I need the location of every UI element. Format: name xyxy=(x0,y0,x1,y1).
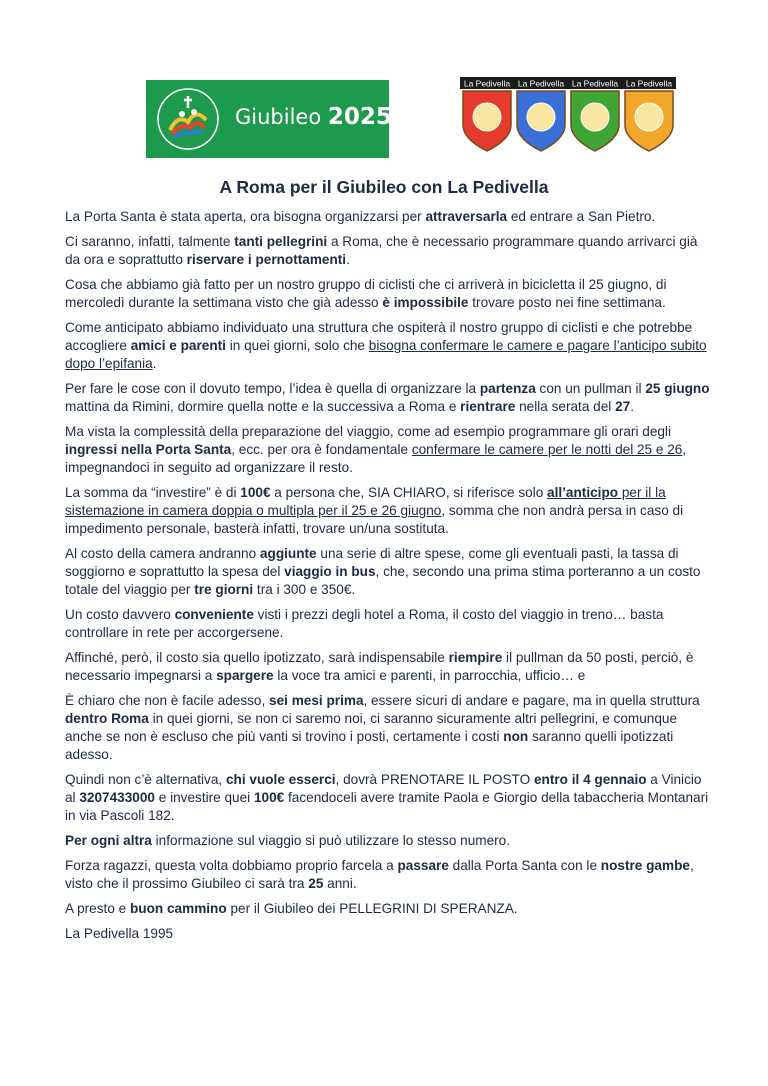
text-run: Come anticipato abbiamo individuato una struttura che ospiterà il nostro gruppo di ciclisti e che potrebbe accogliere xyxy=(65,320,693,353)
text-run: tra i 300 e 350€. xyxy=(253,582,356,597)
shield-emblem-icon xyxy=(473,103,501,131)
shield-label: La Pedivella xyxy=(571,78,619,89)
bold-text: passare xyxy=(397,858,449,873)
paragraph xyxy=(65,832,715,850)
paragraph xyxy=(65,423,715,477)
paragraph xyxy=(65,233,715,269)
bold-text: non xyxy=(503,729,529,744)
text-run: . xyxy=(152,356,157,371)
bold-text: amici e parenti xyxy=(130,338,226,353)
paragraph xyxy=(65,900,715,918)
shield-label: La Pedivella xyxy=(463,78,511,89)
bold-text: partenza xyxy=(479,381,536,396)
paragraph xyxy=(65,276,715,312)
paragraph xyxy=(65,692,715,764)
text-run: Ma vista la complessità della preparazione del viaggio, come ad esempio programmare gli orari degli xyxy=(65,424,671,439)
shield-4 xyxy=(622,77,676,151)
text-run: A presto e xyxy=(65,901,130,916)
document-body xyxy=(65,208,715,950)
shield-emblem-icon xyxy=(581,103,609,131)
text-run: Quindi non c’è alternativa, xyxy=(65,772,226,787)
bold-text: spargere xyxy=(216,668,274,683)
text-run: con un pullman il xyxy=(535,381,646,396)
text-run: , dovrà PRENOTARE IL POSTO xyxy=(335,772,534,787)
text-run: per il Giubileo dei PELLEGRINI DI SPERANZA. xyxy=(226,901,518,916)
underlined-text: confermare le camere per le notti del 25 e 26 xyxy=(411,442,683,457)
bold-text: conveniente xyxy=(174,607,254,622)
jubilee-emblem-icon xyxy=(154,86,222,152)
bold-text: buon cammino xyxy=(130,901,227,916)
bold-text: tre giorni xyxy=(194,582,254,597)
bold-text: 25 xyxy=(308,876,324,891)
text-run: facendoceli avere tramite Paola e Giorgio della tabaccheria Montanari in via Pascoli 182. xyxy=(65,790,709,823)
bold-text: è impossibile xyxy=(382,295,469,310)
text-run: visti i prezzi degli hotel a Roma, il costo del viaggio in treno… basta controllare in rete per accorgersene. xyxy=(65,607,664,640)
text-run: in quei giorni, se non ci saremo noi, ci saranno sicuramente altri pellegrini, e comunque anche se non è escluso che più vanti si trovino i posti, certamente i costi xyxy=(65,711,678,744)
text-run: anni. xyxy=(323,876,357,891)
paragraph xyxy=(65,484,715,538)
text-run: Ci saranno, infatti, talmente xyxy=(65,234,235,249)
bold-text: Per ogni altra xyxy=(65,833,152,848)
bold-text: all’anticipo xyxy=(547,485,619,500)
bold-text: chi vuole esserci xyxy=(225,772,336,787)
shield-label: La Pedivella xyxy=(517,78,565,89)
jubilee-2025-logo xyxy=(146,80,392,158)
text-run: a persona che, SIA CHIARO, si riferisce solo xyxy=(270,485,548,500)
paragraph xyxy=(65,771,715,825)
text-run: La Porta Santa è stata aperta, ora bisogna organizzarsi per xyxy=(65,209,426,224)
bold-text: viaggio in bus xyxy=(284,564,376,579)
jubilee-year: 2025 xyxy=(327,104,392,130)
bold-text: 25 giugno xyxy=(645,381,710,396)
bold-text: nostre gambe xyxy=(600,858,690,873)
text-run: È chiaro che non è facile adesso, xyxy=(65,693,270,708)
paragraph xyxy=(65,208,715,226)
underlined-text: per il la sistemazione in camera doppia o multipla per il 25 e 26 giugno xyxy=(65,485,666,518)
bold-text: 27 xyxy=(615,399,631,414)
text-run: , visto che il prossimo Giubileo ci sarà tra xyxy=(65,858,694,891)
text-run: la voce tra amici e parenti, in parrocchia, ufficio… e xyxy=(273,668,586,683)
bold-text: entro il 4 gennaio xyxy=(533,772,647,787)
text-run: ed entrare a San Pietro. xyxy=(507,209,656,224)
shield-3 xyxy=(568,77,622,151)
text-run: nella serata del xyxy=(515,399,616,414)
text-run: . xyxy=(346,252,350,267)
text-run: , somma che non andrà persa in caso di impedimento personale, basterà infatti, trovare un/una sostituta. xyxy=(65,503,684,536)
text-run: La Pedivella 1995 xyxy=(65,926,174,941)
bold-text: 100€ xyxy=(253,790,285,805)
bold-text: tanti pellegrini xyxy=(234,234,328,249)
underlined-text: bisogna confermare le camere e pagare l’anticipo subito dopo l’epifania xyxy=(65,338,707,371)
text-run: e investire quei xyxy=(154,790,254,805)
text-run: informazione sul viaggio si può utilizzare lo stesso numero. xyxy=(151,833,511,848)
shield-2 xyxy=(514,77,568,151)
text-run: , ecc. per ora è fondamentale xyxy=(231,442,412,457)
text-run: Un costo davvero xyxy=(65,607,175,622)
text-run: in quei giorni, solo che xyxy=(225,338,369,353)
paragraph xyxy=(65,545,715,599)
jubilee-title xyxy=(235,104,392,130)
text-run: trovare posto nei fine settimana. xyxy=(468,295,666,310)
bold-text: riservare i pernottamenti xyxy=(186,252,347,267)
bold-text: riempire xyxy=(448,650,503,665)
bold-text: sei mesi prima xyxy=(269,693,364,708)
paragraph xyxy=(65,380,715,416)
jubilee-title-word: Giubileo xyxy=(235,105,322,129)
text-run: . xyxy=(630,399,634,414)
text-run: Forza ragazzi, questa volta dobbiamo proprio farcela a xyxy=(65,858,398,873)
bold-text: 3207433000 xyxy=(79,790,155,805)
bold-text: aggiunte xyxy=(259,546,317,561)
text-run: Affinché, però, il costo sia quello ipotizzato, sarà indispensabile xyxy=(65,650,449,665)
paragraph xyxy=(65,606,715,642)
text-run: una serie di altre spese, come gli eventuali pasti, la tassa di soggiorno e soprattutto la spesa del xyxy=(65,546,679,579)
text-run: dalla Porta Santa con le xyxy=(448,858,601,873)
text-run: saranno quelli ipotizzati adesso. xyxy=(65,729,674,762)
shield-emblem-icon xyxy=(635,103,663,131)
text-run: , impegnandoci in seguito ad organizzare il resto. xyxy=(65,442,687,475)
paragraph xyxy=(65,857,715,893)
shield-1 xyxy=(460,77,514,151)
text-run: a Roma, che è necessario programmare quando arrivarci già da ora e soprattutto xyxy=(65,234,698,267)
la-pedivella-shields-logo xyxy=(460,77,680,153)
text-run: , che, secondo una prima stima porteranno a un costo totale del viaggio per xyxy=(65,564,701,597)
text-run: La somma da “investire” è di xyxy=(65,485,241,500)
text-run: a Vinicio al xyxy=(65,772,702,805)
bold-text: dentro Roma xyxy=(65,711,149,726)
bold-text: rientrare xyxy=(460,399,516,414)
text-run: Per fare le cose con il dovuto tempo, l’idea è quella di organizzare la xyxy=(65,381,480,396)
bold-text: attraversarla xyxy=(425,209,508,224)
paragraph xyxy=(65,925,715,943)
bold-text: 100€ xyxy=(240,485,271,500)
bold-text: ingressi nella Porta Santa xyxy=(65,442,232,457)
text-run: Al costo della camera andranno xyxy=(65,546,260,561)
shield-label: La Pedivella xyxy=(625,78,673,89)
text-run: , essere sicuri di andare e pagare, ma in quella struttura xyxy=(363,693,700,708)
paragraph xyxy=(65,649,715,685)
text-run: Cosa che abbiamo già fatto per un nostro gruppo di ciclisti che ci arriverà in bicicletta il 25 giugno, di mercoledì durante la settimana visto che già adesso xyxy=(65,277,667,310)
paragraph xyxy=(65,319,715,373)
text-run: mattina da Rimini, dormire quella notte e la successiva a Roma e xyxy=(65,399,461,414)
shield-emblem-icon xyxy=(527,103,555,131)
page-title: A Roma per il Giubileo con La Pedivella xyxy=(219,177,549,197)
text-run: il pullman da 50 posti, perciò, è necessario impegnarsi a xyxy=(65,650,694,683)
